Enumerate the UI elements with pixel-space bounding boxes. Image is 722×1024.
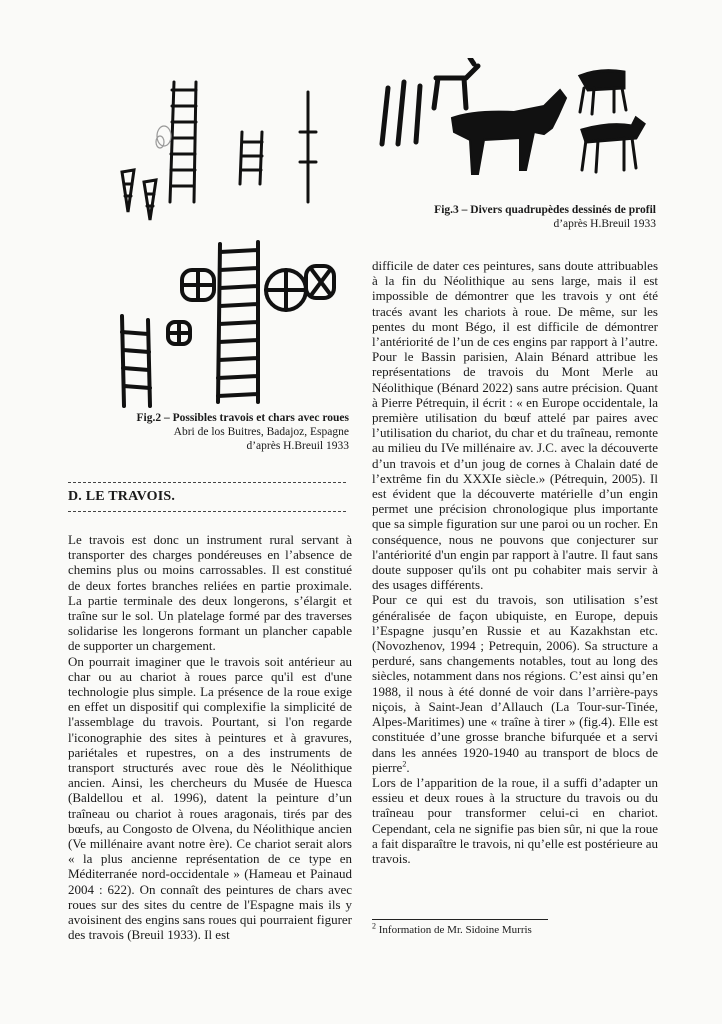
right-paragraph-text: Pour ce qui est du travois, son utilisation s’est généralisée de façon ubiquiste, en Europe, depuis l’Espagne jusqu’en Russie et au Kazakhstan etc. (Novozhenov, 1994 ; Petrequin, 2006). Sa structure a perduré, sans changements notables, tout au long des siècles, notamment dans nos régions. C’est ainsi qu’en 1988, il nous à été donné de voir dans l’arrière-pays niçois, à Saint-Jean d’Allauch (La Tour-sur-Tinée, Alpes-Maritimes) une « traîne à tirer » (fig.4). Elle est constituée d’une grosse branche bifurquée et a servi dans les années 1920-1940 au transport de blocs de pierre <box>372 592 658 775</box>
figure-3-title: Fig.3 – Divers quadrupèdes dessinés de profil <box>434 204 656 216</box>
figure-3-source: d’après H.Breuil 1933 <box>553 218 656 230</box>
left-paragraph: On pourrait imaginer que le travois soit antérieur au char ou au chariot à roues parce qu'il est d'une technologie plus simple. La présence de la roue exige en effet un dispositif qui complexifie la simplicité de l'assemblage du travois. Pourtant, si l'on regarde l'iconographie des sites à peintures et à gravures, pariétales et rupestres, on a des instruments de transport structurés avec roue dès le Néolithique ancien. Ainsi, les chercheurs du Musée de Huesca (Baldellou et al. 1996), datent la peinture d’un traîneau ou chariot à roues aragonais, tirés par des bœufs, au Congosto de Olvena, du Néolithique ancien (Ve millénaire avant notre ère). Ce chariot serait alors « la plus ancienne représentation de ce type en Méditerranée nord-occidentale » (Hameau et Painaud 2004 : 622). On connaît des peintures de chars avec roues sur des sites du centre de l'Espagne mais ils y avoisinent des engins sans roues qui pourraient figurer des travois (Breuil 1933). Il est <box>68 653 352 943</box>
figure-2-source: d’après H.Breuil 1933 <box>246 440 349 452</box>
right-paragraph: Pour ce qui est du travois, son utilisation s’est généralisée de façon ubiquiste, en Europe, depuis l’Espagne jusqu’en Russie et au Kazakhstan etc. (Novozhenov, 1994 ; Petrequin, 2006). Sa structure a perduré, sans changements notables, tout au long des siècles, notamment dans nos régions. C’est ainsi qu’en 1988, il nous à été donné de voir dans l’arrière-pays niçois, à Saint-Jean d’Allauch (La Tour-sur-Tinée, Alpes-Maritimes) une « traîne à tirer » (fig.4). Elle est constituée d’une grosse branche bifurquée et a servi dans les années 1920-1940 au transport de blocs de pierre$^2$. <box>372 592 658 775</box>
section-title: D. LE TRAVOIS. <box>68 489 176 504</box>
right-paragraph: Lors de l’apparition de la roue, il a suffi d’adapter un essieu et deux roues à la structure du travois ou du traîneau pour transformer celui-ci en chariot. Cependant, cela ne signifie pas bien sûr, ni que la roue a fait disparaître le travois, ni qu’elle est postérieure au travois. <box>372 774 658 866</box>
left-column <box>68 532 352 942</box>
figure-travois-chars-drawing <box>100 230 346 408</box>
section-divider-top <box>68 482 346 483</box>
figure-quadrupeds-drawing <box>374 58 658 188</box>
footnote-number: 2 <box>372 921 376 931</box>
section-divider-bottom <box>68 511 346 512</box>
right-column <box>372 258 658 866</box>
left-paragraph: Le travois est donc un instrument rural servant à transporter des charges pondéreuses en l’absence de chemins plus ou moins carrossables. Il est constitué de deux fortes branches reliées en partie proximale. La partie terminale des deux longerons, s’élargit et traîne sur le sol. Un platelage formé par des traverses solidarise les longerons formant un plancher capable de supporter un chargement. <box>68 532 352 654</box>
footnote-reference[interactable]: 2 <box>402 759 407 769</box>
figure-2-title: Fig.2 – Possibles travois et chars avec roues <box>136 412 349 424</box>
right-paragraph: difficile de dater ces peintures, sans doute attribuables à la fin du Néolithique au sens large, mais il est impossible de démontrer que les travois y ont été tracés avant les chariots à roue. De même, sur les pentes du mont Bégo, il est difficile de démontrer l’antériorité de l’un de ces engins par rapport à l’autre. Pour le Bassin parisien, Alain Bénard attribue les représentations de travois du Mont Merle au Néolithique (Bénard 2022) sans autre précision. Quant à Pierre Pétrequin, il écrit : « en Europe occidentale, la première utilisation du bœuf attelé par paires avec l’utilisation du chariot, du char et du traîneau, remonte au milieu du IVe millénaire av. J.C. avec la découverte d’un travois et d’un joug de cornes à Chalain daté de l’extrême fin du XXXIe siècle.» (Pétrequin, 2005). Il est évident que la découverte matérielle d’un engin permet une précision chronologique plus importante que sa simple figuration sur une paroi ou un rocher. En conséquence, nous ne pouvons que conjecturer sur l'antériorité d'un engin par rapport à l'autre. Il faut sans doute supposer qu'ils ont pu cohabiter mais servir à des usages différents. <box>372 258 658 593</box>
footnote <box>372 921 532 936</box>
figure-2-location: Abri de los Buitres, Badajoz, Espagne <box>173 426 349 438</box>
figure-3-caption <box>360 203 656 231</box>
figure-2-caption <box>60 411 349 453</box>
figure-travois-drawing-top <box>112 72 342 232</box>
footnote-text: Information de Mr. Sidoine Murris <box>376 924 532 936</box>
footnote-rule <box>372 919 548 920</box>
